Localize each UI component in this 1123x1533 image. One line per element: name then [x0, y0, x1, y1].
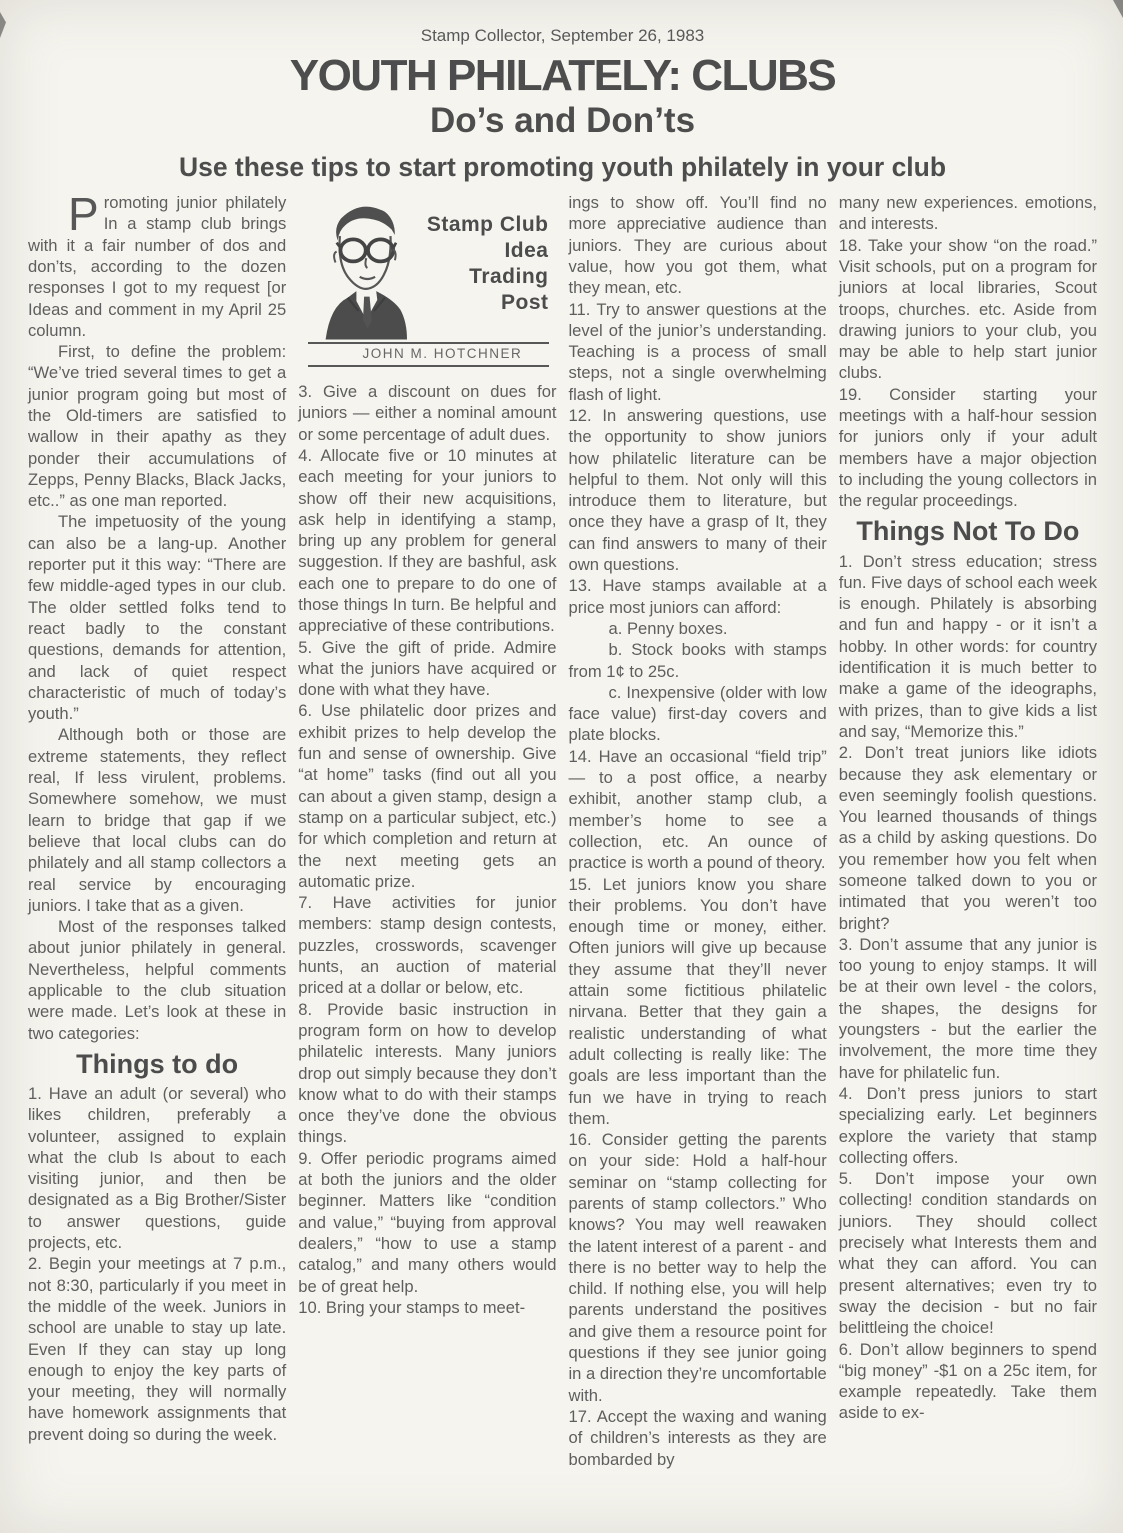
column-1 [28, 188, 287, 1445]
list-item: 15. Let juniors know you share their problems. You don’t have enough time or money, either. Often juniors will give up because they assume that they’ll never attain some fictitious philatelic nirvana. Better that they gain a realistic understanding of what adult collecting is really like: The goals are less important than the fun we have in trying to reach them. [568, 874, 827, 1128]
masthead-wordmark [418, 196, 548, 316]
article-title: YOUTH PHILATELY: CLUBS [289, 51, 836, 100]
list-item: 3. Give a discount on dues for juniors — either a nominal amount or some percentage of adult dues. [298, 382, 557, 444]
list-item: 10. Bring your stamps to meet- [298, 1297, 526, 1317]
column-2 [298, 192, 556, 1318]
list-item: 12. In answering questions, use the opportunity to show juniors how philatelic literature can be helpful to them. Not only will this introduce them to literature, but once they have a grasp of It, they can find answers to many of their own questions. [568, 406, 827, 575]
list-item: 3. Don’t assume that any junior is too young to enjoy stamps. It will be at their own level - the colors, the shapes, the designs for youngsters - but the earlier the involvement, the more time they have for philatelic fun. [838, 934, 1097, 1082]
masthead-line: Stamp Club [426, 213, 549, 237]
list-item: 19. Consider starting your meetings with a half-hour session for juniors only if your adult members have a major objection to including the young collectors in the regular proceedings. [838, 384, 1097, 511]
list-item: 17. Accept the waxing and waning of children’s interests as they are bombarded by [568, 1406, 827, 1469]
john-hotchner-portrait-sketch-icon [308, 196, 418, 340]
list-item: 5. Don’t impose your own collecting! condition standards on juniors. They should collect precisely what Interests them and what they can afford. You can present alternatives; even try to sway the decision - but no fair belittleing the choice! [838, 1169, 1097, 1338]
column-3 [569, 192, 827, 1470]
section-heading-things-to-do: Things to do [76, 1048, 239, 1079]
list-item: 16. Consider getting the parents on your side: Hold a half-hour seminar on “stamp collecting for parents of stamp collectors.” Who knows? You may well reawaken the latent interest of a parent - and there is no better way to help the child. If nothing else, you will help parents understand the positives and give them a resource point for questions if they see junior going in a direction they’re uncomfortable with. [568, 1130, 827, 1405]
lead-paragraph [28, 188, 287, 341]
drop-cap: P [68, 188, 99, 241]
continuation-paragraph: many new experiences. emotions, and interests. [838, 193, 1097, 234]
paragraph: The impetuosity of the young can also be a lang-up. Another reporter put it this way: “There are few middle-aged types in our club. The older settled folks tend to react badly to the constant questions, demands for attention, and lack of quiet respect characteristic of much of today’s youth.” [28, 512, 287, 724]
list-item: 6. Use philatelic door prizes and exhibit prizes to help develop the fun and sense of ownership. Give “at home” tasks (find out all you can about a given stamp, design a stamp on a particular subject, etc.) for which completion and return at the next meeting gets an automatic prize. [298, 701, 557, 891]
article-deck: Use these tips to start promoting youth philately in your club [178, 151, 947, 182]
list-item: 4. Allocate five or 10 minutes at each meeting for your juniors to show off their new acquisitions, ask help in identifying a stamp, bring up any problem for general suggestion. If they are bashful, ask each one to prepare to do one of those things In turn. Be helpful and appreciative of these contributions. [298, 445, 557, 636]
lead-paragraph-text: romoting junior philately In a stamp club brings with it a fair number of dos and don’ts, according to the dozen responses I got to my request [or Ideas and comment in my April 25 column. [28, 193, 287, 340]
list-item: 1. Have an adult (or several) who likes children, preferably a volunteer, assigned to explain what the club Is about to each visiting junior, and then be designated as a Big Brother/Sister to answer questions, guide projects, etc. [28, 1083, 287, 1253]
list-item: 9. Offer periodic programs aimed at both the juniors and the older beginner. Matters like “condition and value,” “buying from approval dealers,” “how to use a stamp catalog,” and many others would be of great help. [298, 1148, 557, 1296]
sub-list-item: c. Inexpensive (older with low face value) first-day covers and plate blocks. [568, 682, 827, 745]
article-subtitle: Do’s and Don’ts [429, 101, 696, 141]
list-item: 2. Begin your meetings at 7 p.m., not 8:30, particularly if you meet in the middle of the week. Juniors in school are unable to stay up late. Even If they can stay up long enough to enjoy the key parts of your meeting, they will normally have homework assignments that prevent doing so during the week. [28, 1254, 287, 1444]
list-item: 5. Give the gift of pride. Admire what the juniors have acquired or done with what they have. [298, 637, 557, 700]
list-item: 14. Have an occasional “field trip” — to a post office, a nearby exhibit, another stamp club, a member’s home to see a collection, etc. An ounce of practice is worth a pound of theory. [568, 746, 827, 873]
list-item: 13. Have stamps available at a price most juniors can afford: [568, 576, 827, 617]
sub-list-item: b. Stock books with stamps from 1¢ to 25c. [568, 640, 827, 681]
article-columns [28, 188, 1098, 1470]
continuation-paragraph: ings to show off. You’ll find no more appreciative audience than juniors. They are curious about value, how you got them, what they mean, etc. [568, 193, 827, 298]
publication-dateline: Stamp Collector, September 26, 1983 [420, 26, 705, 45]
column-masthead [308, 196, 548, 367]
column-4 [839, 192, 1097, 1424]
paragraph: Although both or those are extreme statements, they reflect real, If less virulent, problems. Somewhere somehow, we must learn to bridge that gap if we believe that local clubs can do philately and all stamp collectors a real service by encouraging juniors. I take that as a given. [28, 725, 287, 915]
list-item: 1. Don’t stress education; stress fun. Five days of school each week is enough. Philately is absorbing and fun and happy - or it isn’t a hobby. In other words: for country identification it is much better to make a game of the ideographs, with prizes, than to give kids a list and say, “Memorize this.” [838, 551, 1098, 741]
masthead-line: Post [500, 291, 549, 315]
list-item: 2. Don’t treat juniors like idiots because they ask elementary or even seemingly foolish questions. You learned thousands of things as a child by asking questions. Do you remember how you felt when someone talked down to you or intimated that you weren’t too bright? [838, 743, 1097, 933]
masthead-line: Trading [469, 265, 549, 289]
list-item: 8. Provide basic instruction in program form on how to develop philatelic interests. Many juniors drop out simply because they don’t know what to do with their stamps once they’ve done the obvious things. [298, 999, 557, 1147]
paragraph: First, to define the problem: “We’ve tried several times to get a junior program going but most of the Old-timers are satisfied to wallow in their apathy as they ponder their accumulations of Zepps, Penny Blacks, Black Jacks, etc..” as one man reported. [28, 342, 287, 511]
list-item: 18. Take your show “on the road.” Visit schools, put on a program for juniors at local libraries, Scout troops, churches. etc. Aside from drawing juniors to your club, you may be able to help start junior clubs. [838, 235, 1097, 383]
masthead-rule-bottom [308, 365, 548, 367]
masthead-line: Idea [504, 239, 549, 263]
list-item: 11. Try to answer questions at the level of the junior’s understanding. Teaching is a process of small steps, not a single overwhelming flash of light. [568, 299, 827, 404]
section-heading-things-not-to-do: Things Not To Do [856, 516, 1080, 547]
list-item: 6. Don’t allow beginners to spend “big money” -$1 on a 25c item, for example repeatedly. Take them aside to ex- [838, 1339, 1097, 1423]
columnist-byline: JOHN M. HOTCHNER [362, 346, 523, 362]
list-item: 4. Don’t press juniors to start specializing early. Let beginners explore the variety that stamp collecting offers. [838, 1083, 1097, 1167]
paragraph: Most of the responses talked about junior philately in general. Nevertheless, helpful comments applicable to the club situation were made. Let’s look at these in two categories: [28, 917, 287, 1043]
list-item: 7. Have activities for junior members: stamp design contests, puzzles, crosswords, scavenger hunts, an auction of material priced at a dollar or below, etc. [298, 893, 557, 998]
sub-list-item: a. Penny boxes. [608, 618, 728, 638]
